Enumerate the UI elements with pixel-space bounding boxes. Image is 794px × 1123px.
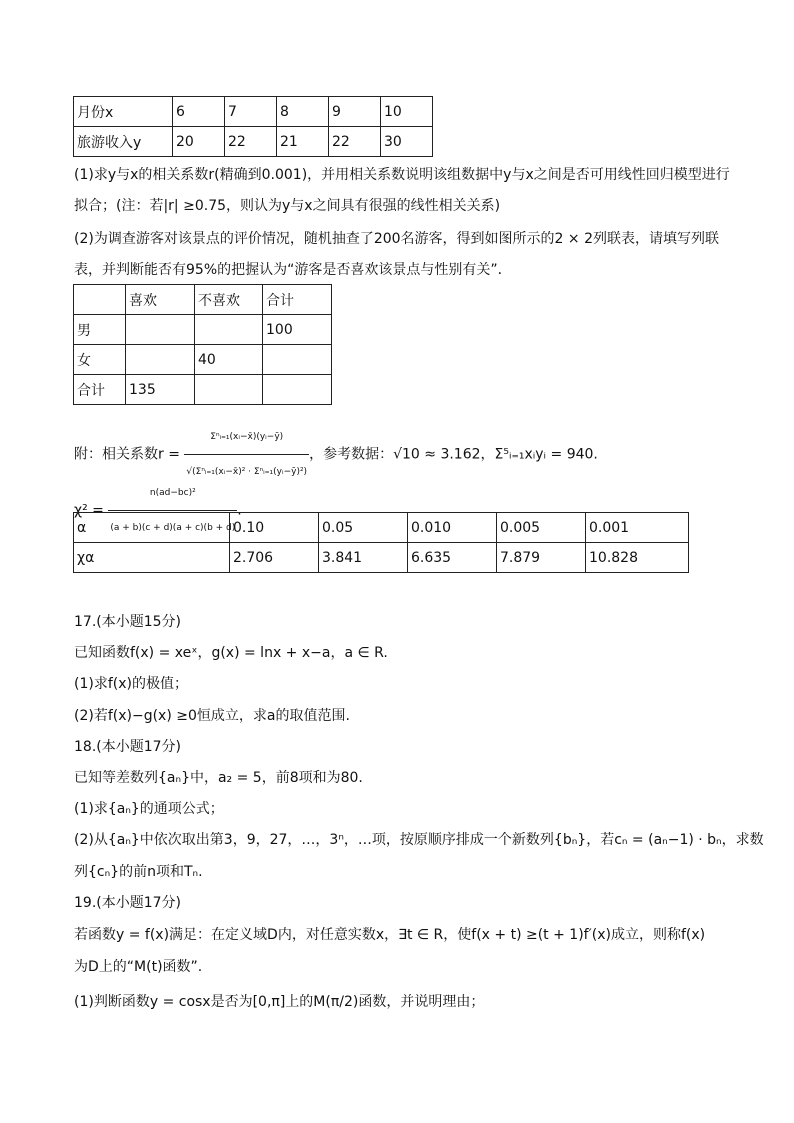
fraction-numerator: n(ad−bc)² [108, 476, 237, 511]
table-cell: 0.05 [319, 513, 408, 543]
fraction-denominator: (a + b)(c + d)(a + c)(b + d) [110, 523, 236, 533]
q16-part2-line1: (2)为调查游客对该景点的评价情况，随机抽查了200名游客，得到如图所示的2 × 2列联表，请填写列联 [74, 231, 719, 247]
table-cell: 40 [195, 345, 263, 375]
table-cell [195, 315, 263, 345]
table-cell: 22 [329, 127, 381, 157]
table-cell: 20 [173, 127, 225, 157]
table-row [74, 345, 332, 375]
table-cell: 7.879 [497, 543, 586, 573]
table-row [74, 285, 332, 315]
month-income-table [73, 96, 433, 157]
table-cell: 135 [126, 375, 195, 405]
q17-part1: (1)求f(x)的极值； [74, 676, 188, 692]
table-cell [126, 345, 195, 375]
table-cell: 100 [263, 315, 332, 345]
q17-stem: 已知函数f(x) = xeˣ，g(x) = lnx + x−a，a ∈ R. [74, 645, 388, 661]
table-cell: 合计 [263, 285, 332, 315]
table-cell: 10.828 [586, 543, 689, 573]
table-cell: 0.010 [408, 513, 497, 543]
table-cell: 8 [277, 97, 329, 127]
table-row [74, 315, 332, 345]
table-cell: χα [74, 543, 230, 573]
table-cell: 22 [225, 127, 277, 157]
table-cell: 10 [381, 97, 433, 127]
table-cell: 男 [74, 315, 126, 345]
q19-part1: (1)判断函数y = cosx是否为[0,π]上的M(π/2)函数，并说明理由； [74, 994, 485, 1010]
reference-data: ，参考数据：√10 ≈ 3.162，Σ⁵ᵢ₌₁xᵢyᵢ = 940. [309, 446, 598, 463]
q17-part2: (2)若f(x)−g(x) ≥0恒成立，求a的取值范围. [74, 708, 350, 724]
q19-stem-line2: 为D上的“M(t)函数”. [74, 959, 203, 975]
q16-part2-line2: 表，并判断能否有95%的把握认为“游客是否喜欢该景点与性别有关”． [74, 262, 512, 278]
q16-part1-line1: (1)求y与x的相关系数r(精确到0.001)，并用相关系数说明该组数据中y与x之间是否可用线性回归模型进行 [74, 167, 730, 183]
table-cell: 月份x [74, 97, 173, 127]
table-cell: 6 [173, 97, 225, 127]
table-cell [74, 285, 126, 315]
q19-title: 19.(本小题17分) [74, 895, 182, 911]
q18-part2-line1: (2)从{aₙ}中依次取出第3，9，27，…，3ⁿ，…项，按原顺序排成一个新数列{bₙ}，若cₙ = (aₙ−1) · bₙ，求数 [74, 832, 764, 848]
fraction-numerator: Σⁿᵢ₌₁(xᵢ−x̄)(yᵢ−ȳ) [184, 420, 309, 455]
table-cell: 女 [74, 345, 126, 375]
table-row [74, 543, 689, 573]
table-cell: 合计 [74, 375, 126, 405]
q19-stem-line1: 若函数y = f(x)满足：在定义域D内，对任意实数x，∃t ∈ R，使f(x + t) ≥(t + 1)f′(x)成立，则称f(x) [74, 927, 706, 943]
table-cell: 30 [381, 127, 433, 157]
fraction-denominator: √(Σⁿᵢ₌₁(xᵢ−x̄)² · Σⁿᵢ₌₁(yᵢ−ȳ)²) [186, 467, 308, 477]
table-cell: 喜欢 [126, 285, 195, 315]
table-cell: 6.635 [408, 543, 497, 573]
chi-prefix: χ² = [74, 502, 104, 519]
table-cell: 0.001 [586, 513, 689, 543]
chi-suffix: . [237, 502, 242, 519]
table-cell: 21 [277, 127, 329, 157]
table-cell: 9 [329, 97, 381, 127]
q18-part1: (1)求{aₙ}的通项公式； [74, 801, 224, 817]
q17-title: 17.(本小题15分) [74, 614, 182, 630]
table-cell: 7 [225, 97, 277, 127]
contingency-table [73, 284, 332, 405]
critical-value-table [73, 512, 689, 573]
table-row [74, 97, 433, 127]
table-row [74, 127, 433, 157]
q18-stem: 已知等差数列{aₙ}中，a₂ = 5，前8项和为80. [74, 770, 363, 786]
q16-part1-line2: 拟合；(注：若|r| ≥0.75，则认为y与x之间具有很强的线性相关关系) [74, 198, 501, 214]
table-cell: 旅游收入y [74, 127, 173, 157]
table-row [74, 513, 689, 543]
table-cell [263, 345, 332, 375]
formula-prefix: 附：相关系数r = [74, 446, 180, 463]
table-cell [263, 375, 332, 405]
table-cell [126, 315, 195, 345]
table-cell: 3.841 [319, 543, 408, 573]
table-cell: α [74, 513, 230, 543]
q18-part2-line2: 列{cₙ}的前n项和Tₙ. [74, 864, 203, 880]
table-cell [195, 375, 263, 405]
table-cell: 2.706 [230, 543, 319, 573]
table-cell: 0.005 [497, 513, 586, 543]
table-row [74, 375, 332, 405]
q18-title: 18.(本小题17分) [74, 739, 182, 755]
table-cell: 0.10 [230, 513, 319, 543]
table-cell: 不喜欢 [195, 285, 263, 315]
